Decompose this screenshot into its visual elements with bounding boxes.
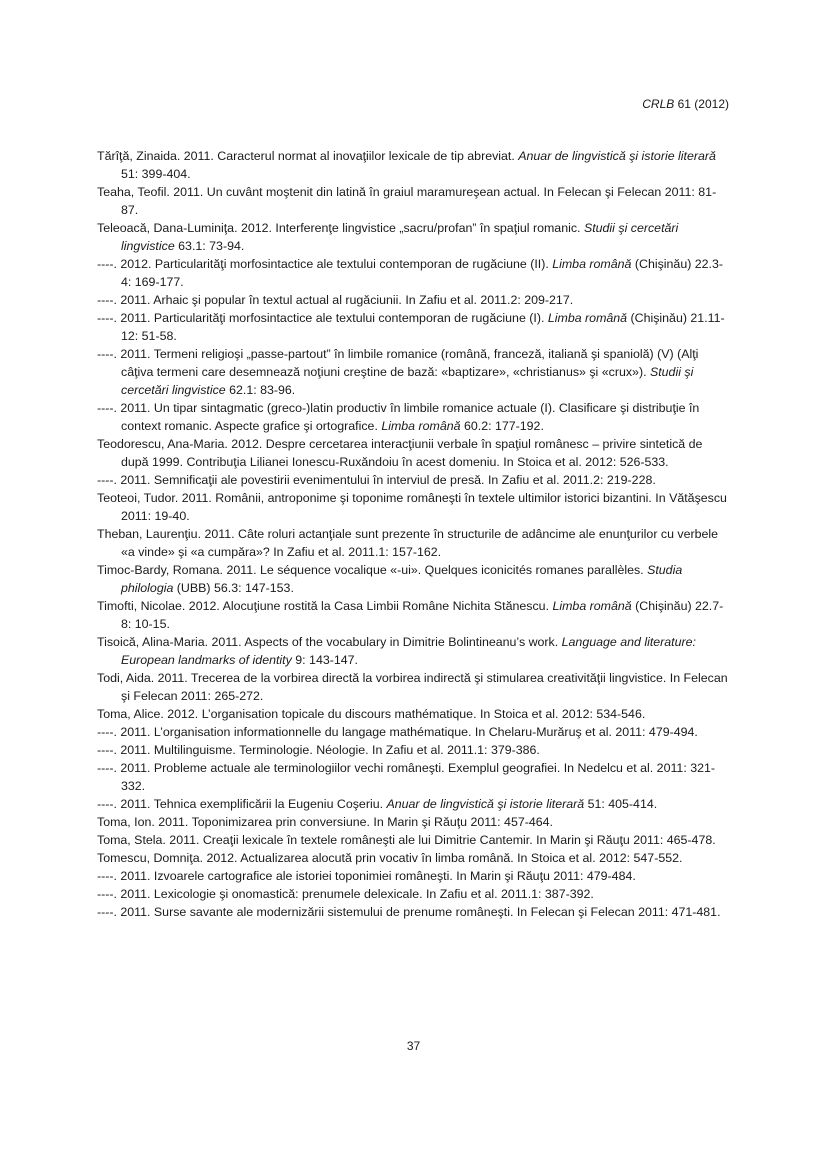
reference-text: ----. 2011. Termeni religioşi „passe-partout” în limbile romanice (română, franceză, italiană şi spaniolă) (V) (Alţi câţiva termeni care desemnează noţiuni creştine de bază: «baptizare», «christianus» şi «crux»). (97, 347, 699, 379)
reference-text: ----. 2011. Particularităţi morfosintactice ale textului contemporan de rugăciune (I). (97, 311, 548, 325)
journal-abbreviation: CRLB (642, 97, 675, 111)
reference-text: (Chişinău) 22.7-8: 10-15. (121, 599, 724, 631)
bibliography-list (97, 147, 730, 921)
reference-text: Todi, Aida. 2011. Trecerea de la vorbirea directă la vorbirea indirectă şi stimularea creativităţii lingvistice. In Felecan şi Felecan 2011: 265-272. (97, 671, 728, 703)
reference-text: ----. 2011. Semnificaţii ale povestirii evenimentului în interviul de presă. In Zafiu et al. 2011.2: 219-228. (97, 473, 656, 487)
reference-text: Toma, Ion. 2011. Toponimizarea prin conversiune. In Marin şi Răuţu 2011: 457-464. (97, 815, 553, 829)
reference-title-italic: Limba română (552, 599, 632, 613)
reference-entry (97, 849, 730, 867)
reference-text: 63.1: 73-94. (174, 239, 245, 253)
reference-entry (97, 525, 730, 561)
reference-entry (97, 795, 730, 813)
reference-text: Teodorescu, Ana-Maria. 2012. Despre cercetarea interacţiunii verbale în spaţiul românesc – privire sintetică de după 1999. Contribuţia Lilianei Ionescu-Ruxăndoiu în acest domeniu. In Stoica et al. 2012: 526-533. (97, 437, 703, 469)
reference-entry (97, 309, 730, 345)
reference-entry (97, 885, 730, 903)
reference-text: (UBB) 56.3: 147-153. (173, 581, 294, 595)
reference-text: 51: 405-414. (584, 797, 658, 811)
reference-text: Tărîţă, Zinaida. 2011. Caracterul normat al inovaţiilor lexicale de tip abreviat. (97, 149, 519, 163)
reference-entry (97, 723, 730, 741)
reference-text: Toma, Alice. 2012. L’organisation topicale du discours mathématique. In Stoica et al. 2012: 534-546. (97, 707, 646, 721)
running-header (642, 96, 729, 112)
reference-entry (97, 813, 730, 831)
reference-text: 60.2: 177-192. (460, 419, 544, 433)
reference-title-italic: Studii şi cercetări lingvistice (121, 221, 679, 253)
reference-text: ----. 2011. Tehnica exemplificării la Eugeniu Coşeriu. (97, 797, 387, 811)
reference-entry (97, 669, 730, 705)
reference-title-italic: Limba română (552, 257, 632, 271)
reference-title-italic: Anuar de lingvistică şi istorie literară (386, 797, 585, 811)
reference-entry (97, 705, 730, 723)
reference-entry (97, 183, 730, 219)
reference-text: ----. 2011. Lexicologie şi onomastică: prenumele delexicale. In Zafiu et al. 2011.1: 387-392. (97, 887, 594, 901)
reference-entry (97, 867, 730, 885)
reference-entry (97, 219, 730, 255)
reference-entry (97, 633, 730, 669)
reference-text: Teleoacă, Dana-Luminiţa. 2012. Interferenţe lingvistice „sacru/profan” în spaţiul romanic. (97, 221, 584, 235)
reference-entry (97, 741, 730, 759)
reference-entry (97, 561, 730, 597)
reference-title-italic: Studii şi cercetări lingvistice (121, 365, 694, 397)
reference-title-italic: Language and literature: European landmarks of identity (121, 635, 696, 667)
reference-text: Teoteoi, Tudor. 2011. Românii, antroponime şi toponime româneşti în textele ultimilor istorici bizantini. In Vătăşescu 2011: 19-40. (97, 491, 727, 523)
reference-text: ----. 2011. Multilinguisme. Terminologie. Néologie. In Zafiu et al. 2011.1: 379-386. (97, 743, 540, 757)
reference-text: 9: 143-147. (291, 653, 358, 667)
reference-text: ----. 2011. Izvoarele cartografice ale istoriei toponimiei româneşti. In Marin şi Răuţu 2011: 479-484. (97, 869, 636, 883)
reference-entry (97, 597, 730, 633)
reference-text: 51: 399-404. (121, 167, 191, 181)
reference-text: 62.1: 83-96. (225, 383, 296, 397)
reference-text: Tisoică, Alina-Maria. 2011. Aspects of the vocabulary in Dimitrie Bolintineanu’s work. (97, 635, 562, 649)
reference-entry (97, 147, 730, 183)
reference-entry (97, 489, 730, 525)
reference-title-italic: Limba română (547, 311, 628, 325)
page-number: 37 (406, 1039, 421, 1053)
reference-text: (Chişinău) 22.3-4: 169-177. (121, 257, 724, 289)
reference-text: ----. 2011. Probleme actuale ale terminologiilor vechi româneşti. Exemplul geografiei. In Nedelcu et al. 2011: 321-332. (97, 761, 716, 793)
reference-entry (97, 345, 730, 399)
reference-text: Timoc-Bardy, Romana. 2011. Le séquence vocalique «-ui». Quelques iconicités romanes parallèles. (97, 563, 648, 577)
reference-text: ----. 2012. Particularităţi morfosintactice ale textului contemporan de rugăciune (II). (97, 257, 553, 271)
reference-text: Tomescu, Domniţa. 2012. Actualizarea alocută prin vocativ în limba română. In Stoica et al. 2012: 547-552. (97, 851, 683, 865)
reference-text: ----. 2011. Arhaic şi popular în textul actual al rugăciunii. In Zafiu et al. 2011.2: 209-217. (97, 293, 574, 307)
reference-text: Toma, Stela. 2011. Creaţii lexicale în textele româneşti ale lui Dimitrie Cantemir. In Marin şi Răuţu 2011: 465-478. (97, 833, 716, 847)
reference-entry (97, 291, 730, 309)
reference-text: Timofti, Nicolae. 2012. Alocuţiune rostită la Casa Limbii Române Nichita Stănescu. (97, 599, 553, 613)
reference-entry (97, 471, 730, 489)
reference-entry (97, 903, 730, 921)
reference-text: (Chişinău) 21.11-12: 51-58. (121, 311, 725, 343)
reference-entry (97, 399, 730, 435)
reference-entry (97, 435, 730, 471)
reference-text: Teaha, Teofil. 2011. Un cuvânt moştenit din latină în graiul maramureşean actual. In Felecan şi Felecan 2011: 81-87. (97, 185, 717, 217)
reference-text: ----. 2011. L’organisation informationnelle du langage mathématique. In Chelaru-Murăruş et al. 2011: 479-494. (97, 725, 698, 739)
reference-entry (97, 255, 730, 291)
reference-entry (97, 831, 730, 849)
reference-entry (97, 759, 730, 795)
reference-title-italic: Limba română (381, 419, 461, 433)
reference-text: ----. 2011. Un tipar sintagmatic (greco-)latin productiv în limbile romanice actuale (I). Clasificare şi distribuţie în context romanic. Aspecte grafice şi ortografice. (97, 401, 700, 433)
journal-issue: 61 (2012) (677, 97, 729, 111)
reference-text: ----. 2011. Surse savante ale modernizării sistemului de prenume româneşti. In Felecan şi Felecan 2011: 471-481. (97, 905, 721, 919)
reference-text: Theban, Laurenţiu. 2011. Câte roluri actanţiale sunt prezente în structurile de adâncime ale enunţurilor cu verbele «a vinde» şi «a cumpăra»? In Zafiu et al. 2011.1: 157-162. (97, 527, 719, 559)
reference-title-italic: Anuar de lingvistică şi istorie literară (518, 149, 716, 163)
reference-title-italic: Studia philologia (121, 563, 683, 595)
